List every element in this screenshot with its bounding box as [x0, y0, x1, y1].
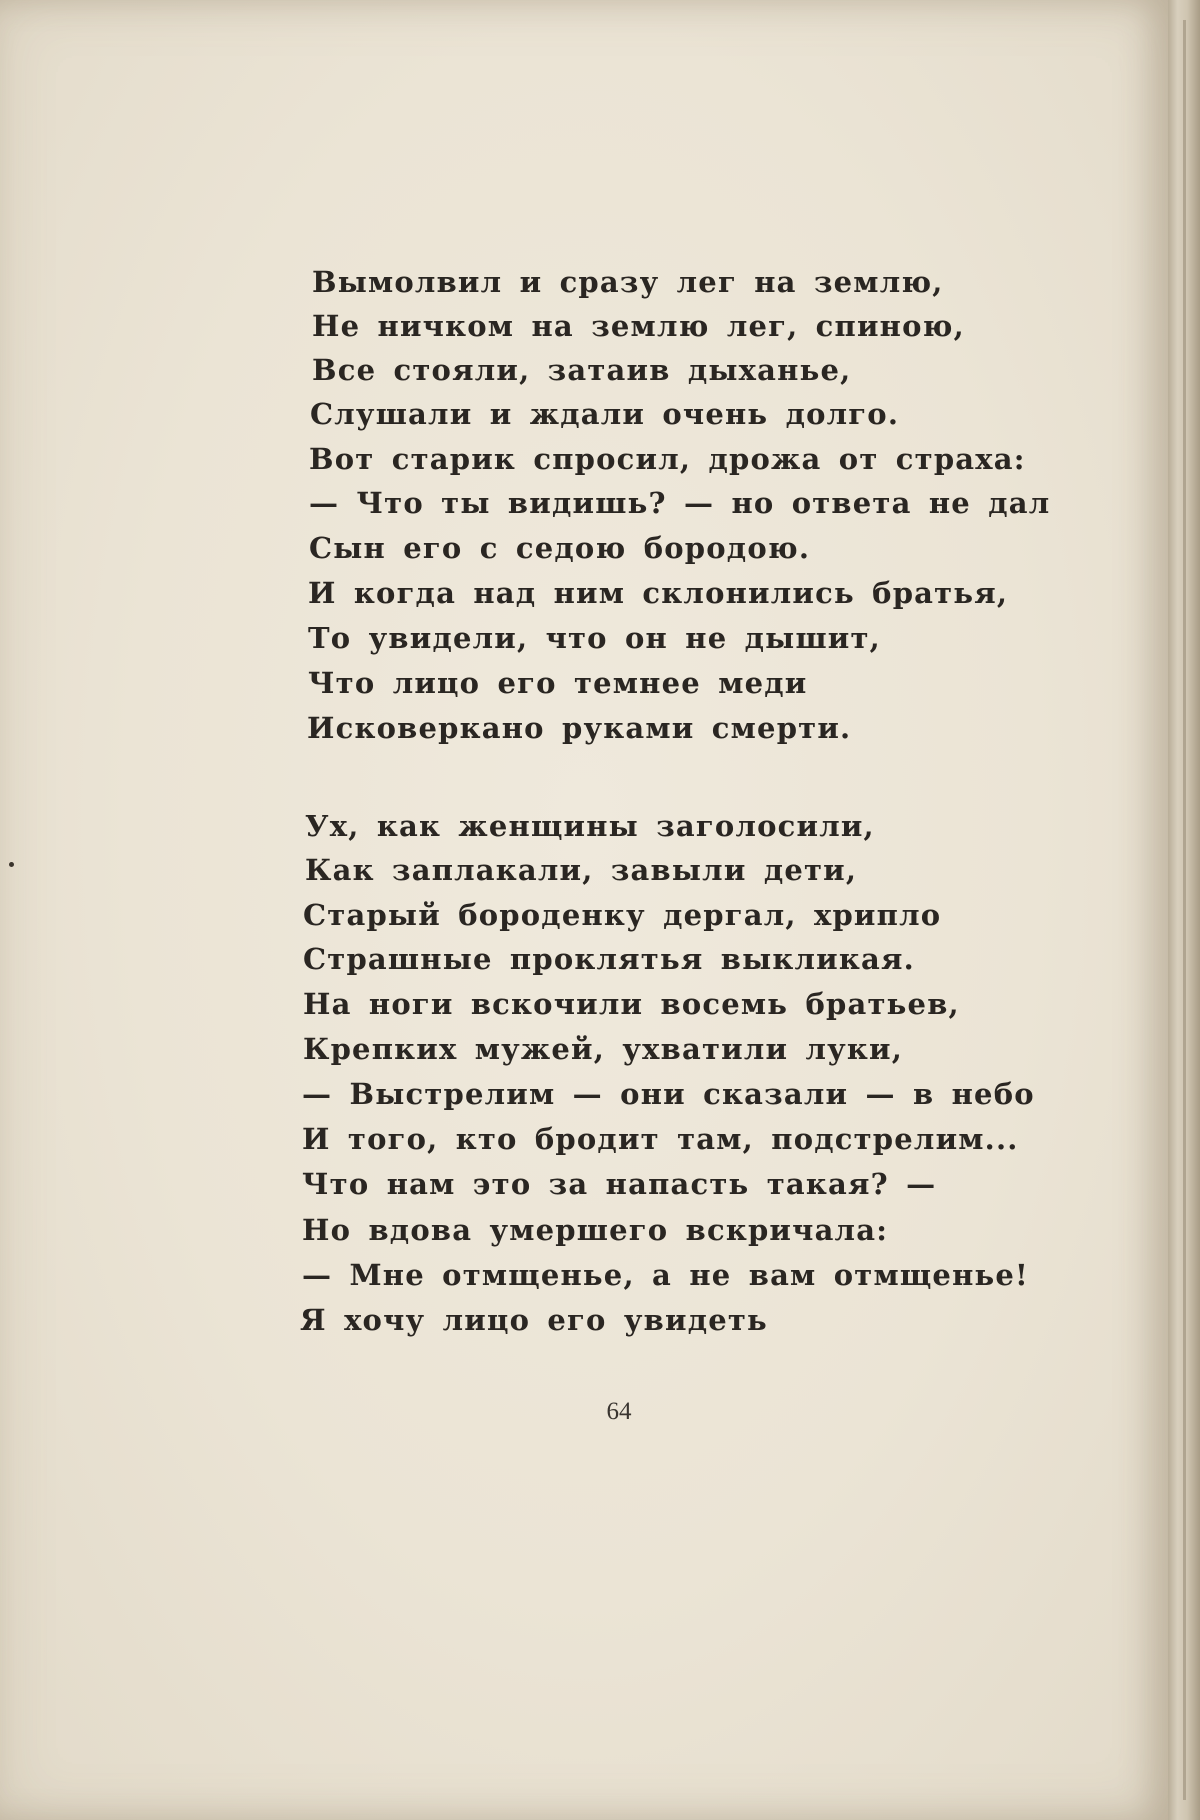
poem-line: Исковеркано руками смерти.: [307, 711, 852, 745]
poem-line: — Что ты видишь? — но ответа не дал: [309, 486, 1051, 520]
ink-mark: [9, 862, 14, 867]
poem-line: Вымолвил и сразу лег на землю,: [312, 265, 944, 299]
poem-line: И когда над ним склонились братья,: [308, 576, 1009, 610]
poem-line: Не ничком на землю лег, спиною,: [312, 309, 965, 343]
page-edge: [1168, 0, 1200, 1820]
poem-line: — Выстрелим — они сказали — в небо: [302, 1077, 1035, 1111]
poem-line: Слушали и ждали очень долго.: [310, 397, 900, 431]
poem-line: Что лицо его темнее меди: [308, 666, 808, 700]
poem-line: Сын его с седою бородою.: [309, 531, 811, 565]
poem-line: Вот старик спросил, дрожа от страха:: [309, 442, 1026, 476]
poem-line: Все стояли, затаив дыханье,: [312, 353, 852, 387]
page-number: 64: [606, 1398, 632, 1425]
binding-line: [1183, 20, 1186, 1800]
poem-line: Я хочу лицо его увидеть: [300, 1303, 768, 1337]
poem-line: На ноги вскочили восемь братьев,: [303, 987, 960, 1021]
poem-line: Что нам это за напасть такая? —: [302, 1167, 937, 1201]
poem-line: Крепких мужей, ухватили луки,: [303, 1032, 904, 1066]
poem-line: Но вдова умершего вскричала:: [302, 1213, 889, 1247]
poem-line: Старый бороденку дергал, хрипло: [303, 898, 942, 932]
poem-line: — Мне отмщенье, а не вам отмщенье!: [302, 1258, 1029, 1292]
poem-line: И того, кто бродит там, подстрелим...: [302, 1122, 1019, 1156]
poem-line: Страшные проклятья выкликая.: [303, 942, 915, 976]
poem-line: То увидели, что он не дышит,: [308, 621, 881, 655]
poem-line: Ух, как женщины заголосили,: [305, 809, 875, 843]
poem-line: Как заплакали, завыли дети,: [305, 853, 858, 887]
